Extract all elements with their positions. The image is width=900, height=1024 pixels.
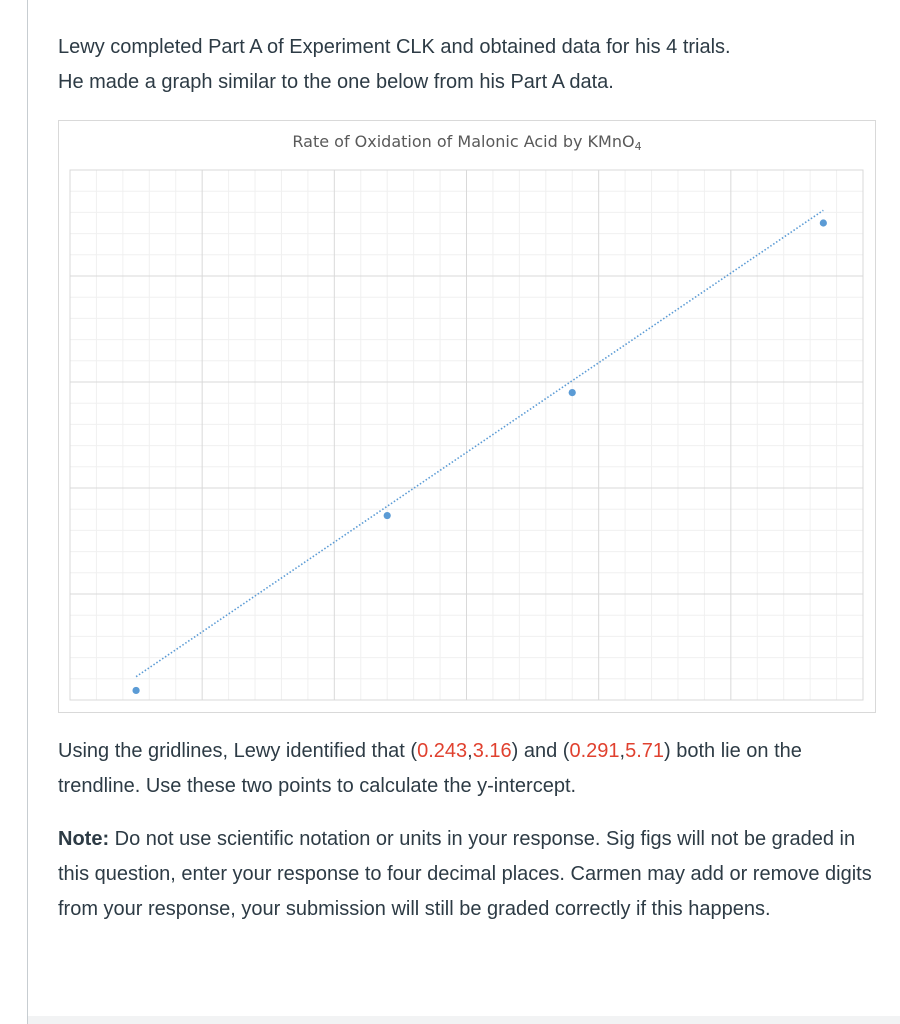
bottom-divider: [28, 1016, 900, 1024]
data-point-3: [569, 389, 576, 396]
major-gridlines: [70, 170, 863, 700]
data-point-1: [132, 687, 139, 694]
data-points: [132, 219, 826, 694]
question-text-a: Using the gridlines, Lewy identified that (: [58, 740, 418, 762]
point2-x: 0.291: [569, 740, 620, 762]
data-point-2: [384, 512, 391, 519]
trendline: [136, 210, 823, 676]
point1-comma: ,: [467, 740, 473, 762]
note-text: Do not use scientific notation or units in your response. Sig figs will not be graded in this question, enter your response to four decimal places. Carmen may add or remove digits from your response, your submission will still be graded correctly if this happens.: [58, 828, 872, 920]
note-label: Note:: [58, 828, 110, 850]
point2-y: 5.71: [625, 740, 665, 762]
chart-title-text: Rate of Oxidation of Malonic Acid by KMnO: [292, 132, 635, 151]
question-text-b: ) and (: [511, 740, 570, 762]
note-paragraph: [58, 822, 873, 927]
chart-title-subscript: 4: [634, 140, 642, 153]
data-point-4: [820, 219, 827, 226]
intro-line-2: He made a graph similar to the one below from his Part A data.: [58, 71, 614, 93]
question-text-c: ) both lie on the trendline. Use these two points to calculate the y-intercept.: [58, 740, 802, 797]
point1-y: 3.16: [472, 740, 512, 762]
point1-x: 0.243: [417, 740, 468, 762]
question-paragraph: [58, 734, 873, 804]
point2-comma: ,: [619, 740, 626, 762]
intro-line-1: Lewy completed Part A of Experiment CLK and obtained data for his 4 trials.: [58, 36, 731, 58]
trendline-group: [136, 210, 823, 676]
